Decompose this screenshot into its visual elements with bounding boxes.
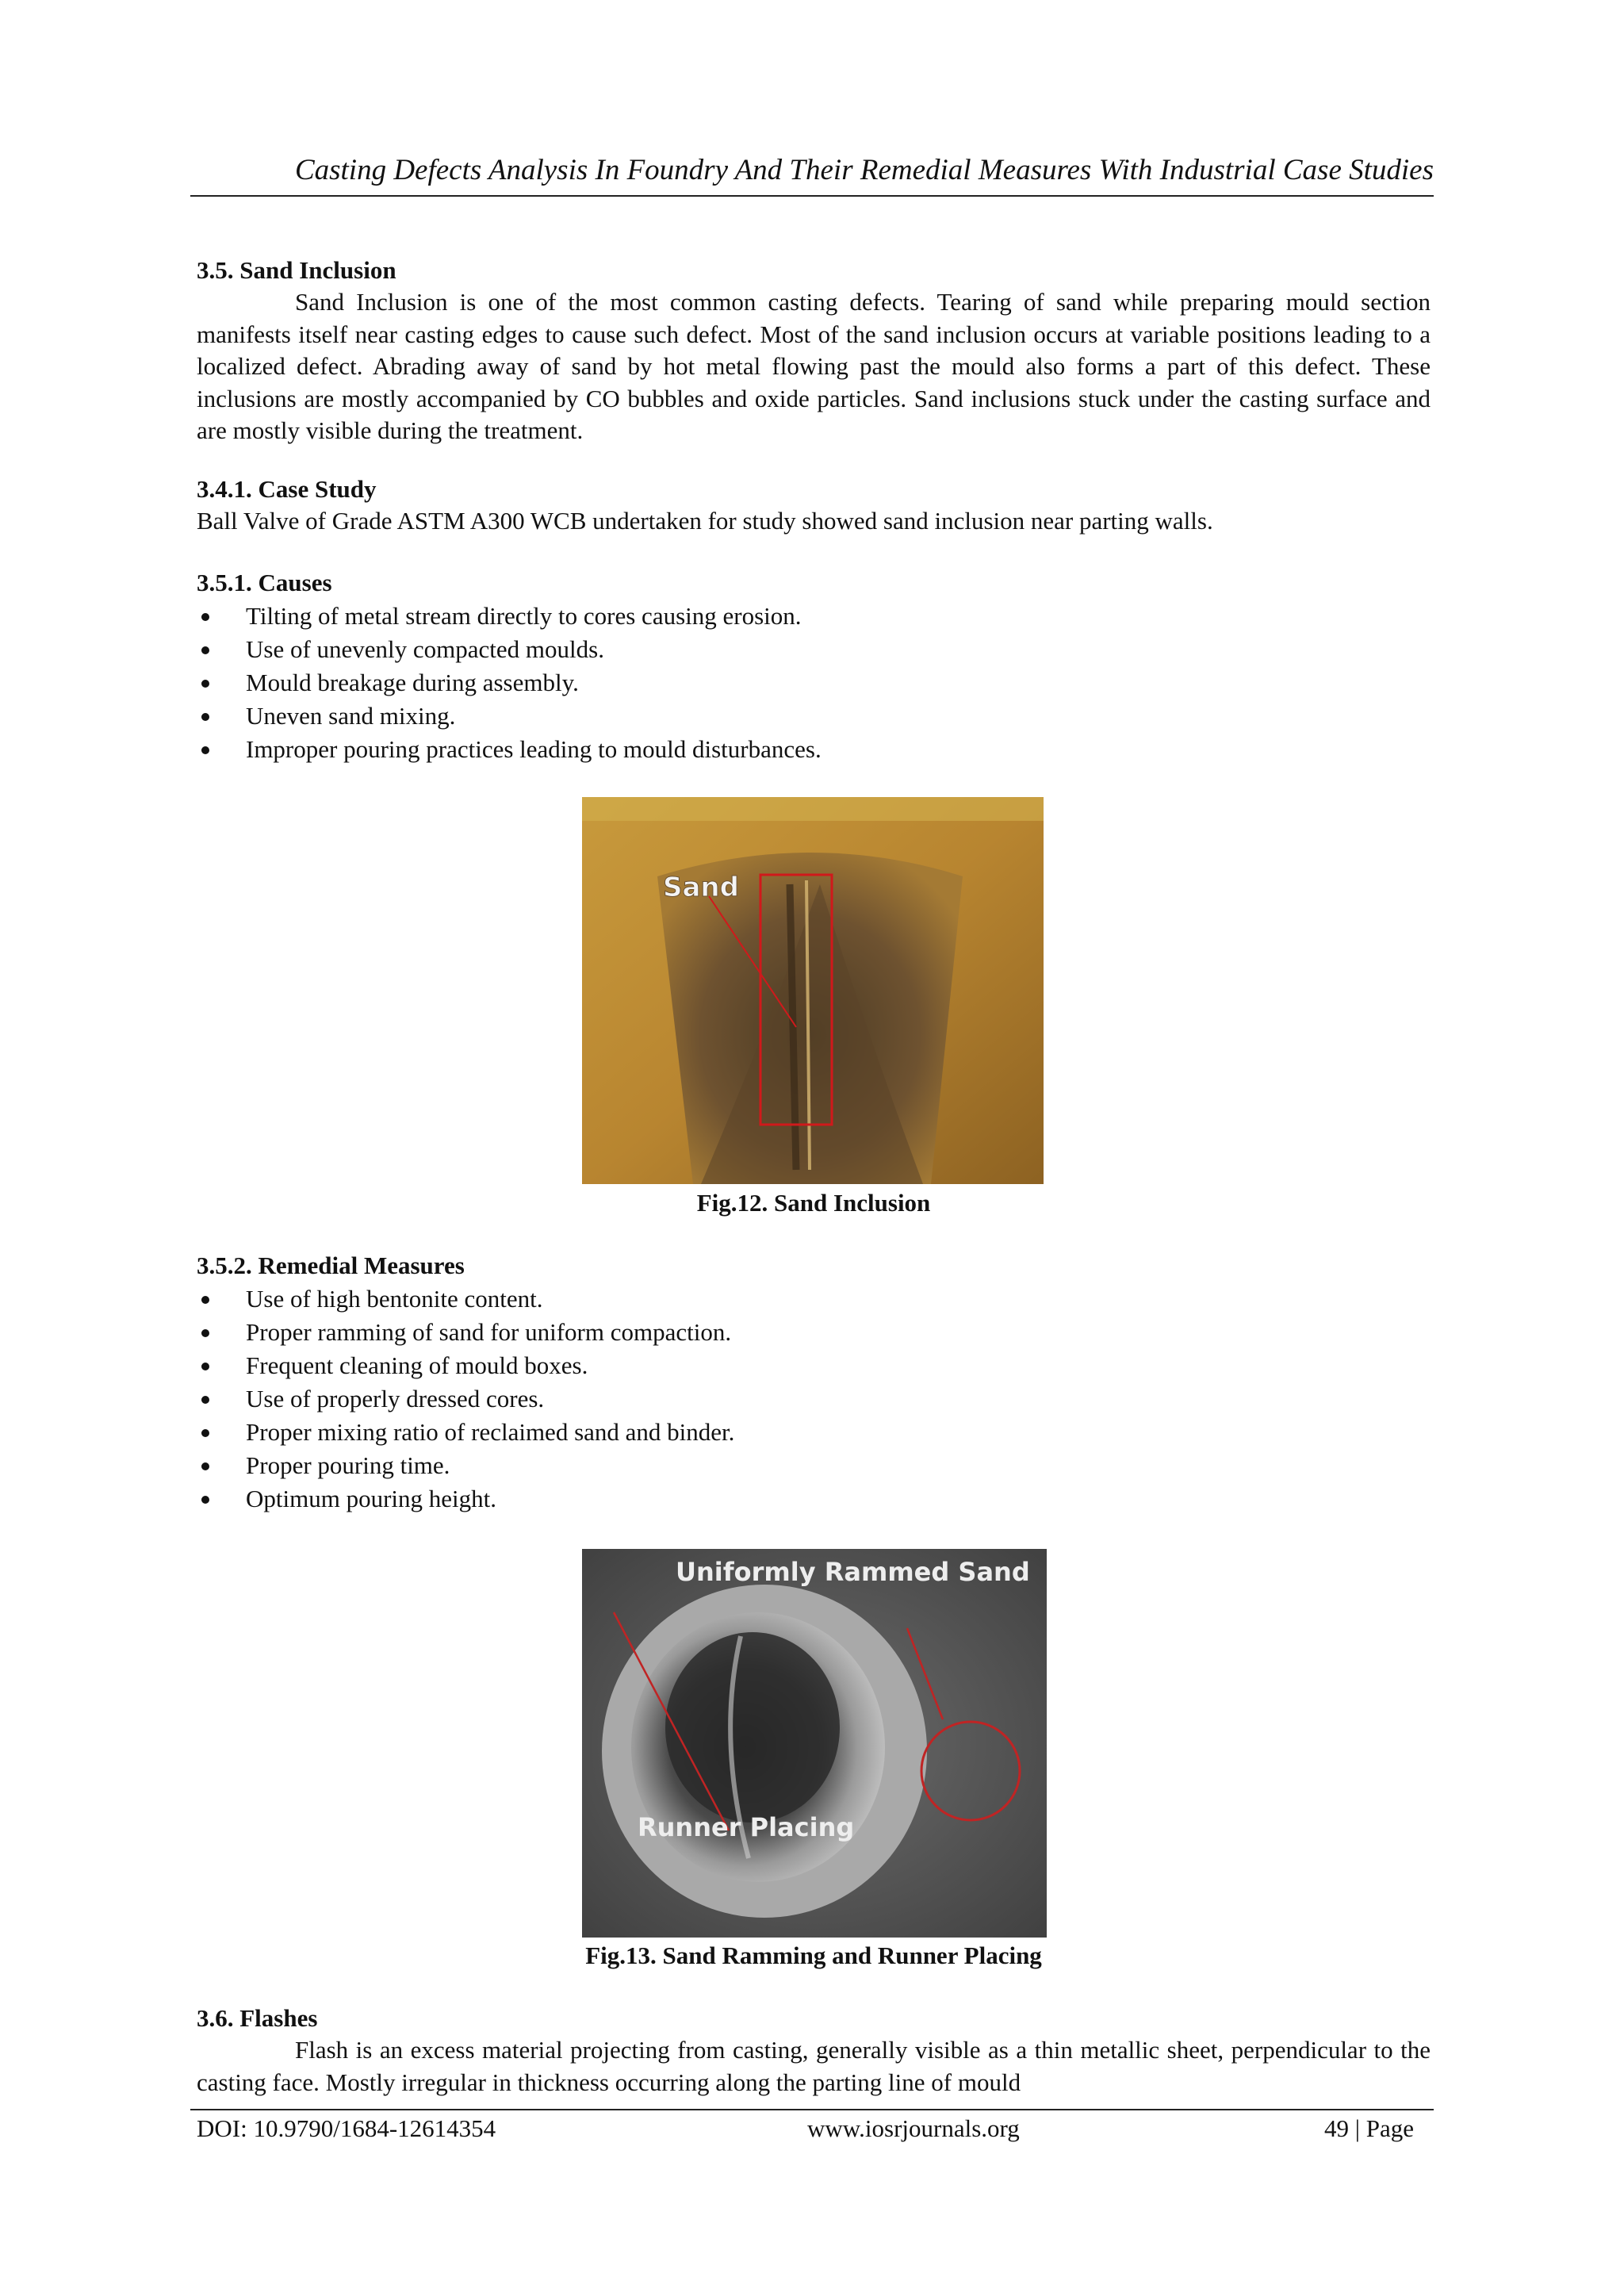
bullet-icon bbox=[201, 1396, 209, 1404]
list-item: Frequent cleaning of mould boxes. bbox=[197, 1349, 1434, 1382]
flashes-paragraph: Flash is an excess material projecting from casting, generally visible as a thin metallic sheet, perpendicular to the casting face. Mostly irregular in thickness occurring along the parting line of mould bbox=[197, 2036, 1431, 2096]
case-study-heading: 3.4.1. Case Study bbox=[197, 475, 377, 503]
list-item: Tilting of metal stream directly to cores causing erosion. bbox=[197, 600, 1434, 633]
list-item: Proper ramming of sand for uniform compaction. bbox=[197, 1316, 1434, 1349]
figure-12-photo bbox=[582, 797, 1044, 1184]
list-item: Optimum pouring height. bbox=[197, 1482, 1434, 1516]
list-item: Uneven sand mixing. bbox=[197, 700, 1434, 733]
footer-rule bbox=[190, 2109, 1434, 2110]
footer-page-number: 49 | Page bbox=[1324, 2114, 1414, 2142]
figure-12-caption: Fig.12. Sand Inclusion bbox=[696, 1189, 931, 1217]
causes-list bbox=[197, 600, 1434, 766]
list-item: Mould breakage during assembly. bbox=[197, 666, 1434, 700]
bullet-icon bbox=[201, 1329, 209, 1337]
figure-12-overlay-label: Sand bbox=[663, 872, 739, 903]
figure-13-overlay-label-bottom: Runner Placing bbox=[638, 1812, 855, 1842]
bullet-icon bbox=[201, 1496, 209, 1504]
list-item: Proper mixing ratio of reclaimed sand and binder. bbox=[197, 1416, 1434, 1449]
bullet-icon bbox=[201, 1429, 209, 1437]
figure-13-caption: Fig.13. Sand Ramming and Runner Placing bbox=[585, 1941, 1042, 1969]
list-item: Use of high bentonite content. bbox=[197, 1282, 1434, 1316]
bullet-icon bbox=[201, 746, 209, 754]
list-item: Proper pouring time. bbox=[197, 1449, 1434, 1482]
figure-13-photo bbox=[582, 1549, 1047, 1938]
bullet-icon bbox=[201, 646, 209, 654]
sand-inclusion-paragraph: Sand Inclusion is one of the most common casting defects. Tearing of sand while preparing mould section manifests itself near casting edges to cause such defect. Most of the sand inclusion occurs at variable positions leading to a localized defect. Abrading away of sand by hot metal flowing past the mould also forms a part of this defect. These inclusions are mostly accompanied by CO bubbles and oxide particles. Sand inclusions stuck under the casting surface and are mostly visible during the treatment. bbox=[197, 288, 1431, 444]
list-item: Use of properly dressed cores. bbox=[197, 1382, 1434, 1416]
footer-website: www.iosrjournals.org bbox=[807, 2114, 1020, 2142]
running-header: Casting Defects Analysis In Foundry And Their Remedial Measures With Industrial Case Studies bbox=[190, 152, 1434, 197]
footer-doi: DOI: 10.9790/1684-12614354 bbox=[197, 2114, 496, 2142]
causes-heading: 3.5.1. Causes bbox=[197, 569, 332, 596]
bullet-icon bbox=[201, 1462, 209, 1470]
remedial-measures-list bbox=[197, 1282, 1434, 1516]
remedial-measures-heading: 3.5.2. Remedial Measures bbox=[197, 1251, 465, 1279]
section-heading-flashes: 3.6. Flashes bbox=[197, 2004, 318, 2032]
list-item: Use of unevenly compacted moulds. bbox=[197, 633, 1434, 666]
figure-13-overlay-label-top: Uniformly Rammed Sand bbox=[676, 1557, 1030, 1587]
list-item: Improper pouring practices leading to mould disturbances. bbox=[197, 733, 1434, 766]
case-study-paragraph: Ball Valve of Grade ASTM A300 WCB undertaken for study showed sand inclusion near parting walls. bbox=[197, 507, 1213, 535]
section-heading-sand-inclusion: 3.5. Sand Inclusion bbox=[197, 256, 396, 284]
bullet-icon bbox=[201, 1296, 209, 1304]
bullet-icon bbox=[201, 1363, 209, 1370]
bullet-icon bbox=[201, 713, 209, 721]
bullet-icon bbox=[201, 613, 209, 621]
bullet-icon bbox=[201, 680, 209, 688]
